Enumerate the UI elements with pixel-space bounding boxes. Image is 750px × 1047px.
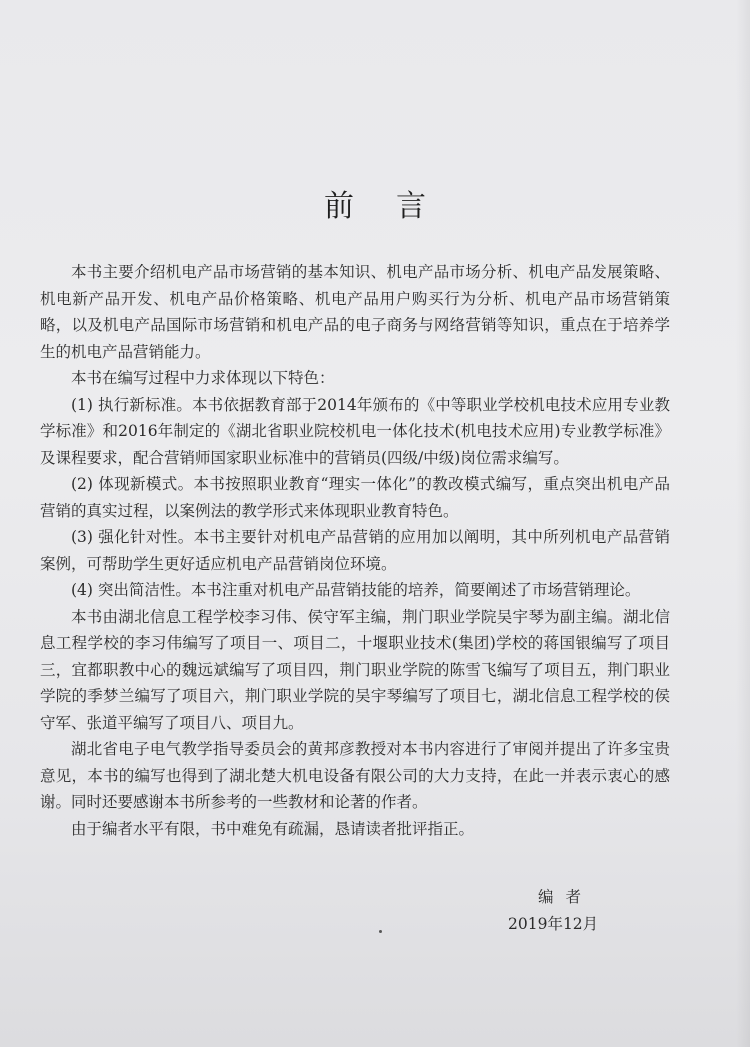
- paragraph-feature-3: (3) 强化针对性。本书主要针对机电产品营销的应用加以阐明，其中所列机电产品营销案例，可帮助学生更好适应机电产品营销岗位环境。: [40, 528, 670, 573]
- paragraph-authors: 本书由湖北信息工程学校李习伟、侯守军主编，荆门职业学院吴宇琴为副主编。湖北信息工程学校的李习伟编写了项目一、项目二，十堰职业技术(集团)学校的蒋国银编写了项目三，宜都职教中心的魏远斌编写了项目四，荆门职业学院的陈雪飞编写了项目五，荆门职业学院的季梦兰编写了项目六，荆门职业学院的吴宇琴编写了项目七，湖北信息工程学校的侯守军、张道平编写了项目八、项目九。: [40, 607, 670, 732]
- page-title: 前言: [324, 189, 468, 224]
- paragraph-features-lead: 本书在编写过程中力求体现以下特色：: [71, 369, 335, 387]
- page-edge-shadow: [736, 0, 750, 1047]
- paragraph-intro: 本书主要介绍机电产品市场营销的基本知识、机电产品市场分析、机电产品发展策略、机电新产品开发、机电产品价格策略、机电产品用户购买行为分析、机电产品市场营销策略，以及机电产品国际市场营销和机电产品的电子商务与网络营销等知识，重点在于培养学生的机电产品营销能力。: [40, 263, 670, 361]
- paragraph-feature-2: (2) 体现新模式。本书按照职业教育“理实一体化”的教改模式编写，重点突出机电产品营销的真实过程，以案例法的教学形式来体现职业教育特色。: [40, 475, 670, 520]
- paragraph-acknowledgements: 湖北省电子电气教学指导委员会的黄邦彦教授对本书内容进行了审阅并提出了许多宝贵意见，本书的编写也得到了湖北楚大机电设备有限公司的大力支持，在此一并表示衷心的感谢。同时还要感谢本书所参考的一些教材和论著的作者。: [40, 740, 670, 811]
- signature-author: 编者: [538, 888, 594, 906]
- preface-body: [40, 259, 670, 842]
- paragraph-closing: 由于编者水平有限，书中难免有疏漏，恳请读者批评指正。: [71, 819, 475, 838]
- paragraph-feature-4: (4) 突出简洁性。本书注重对机电产品营销技能的培养，简要阐述了市场营销理论。: [71, 581, 641, 599]
- signature-date: 2019年12月: [508, 915, 599, 933]
- print-speck: [379, 930, 382, 933]
- paragraph-feature-1: (1) 执行新标准。本书依据教育部于2014年颁布的《中等职业学校机电技术应用专业教学标准》和2016年制定的《湖北省职业院校机电一体化技术(机电技术应用)专业教学标准》及课程要求，配合营销师国家职业标准中的营销员(四级/中级)岗位需求编写。: [40, 395, 670, 467]
